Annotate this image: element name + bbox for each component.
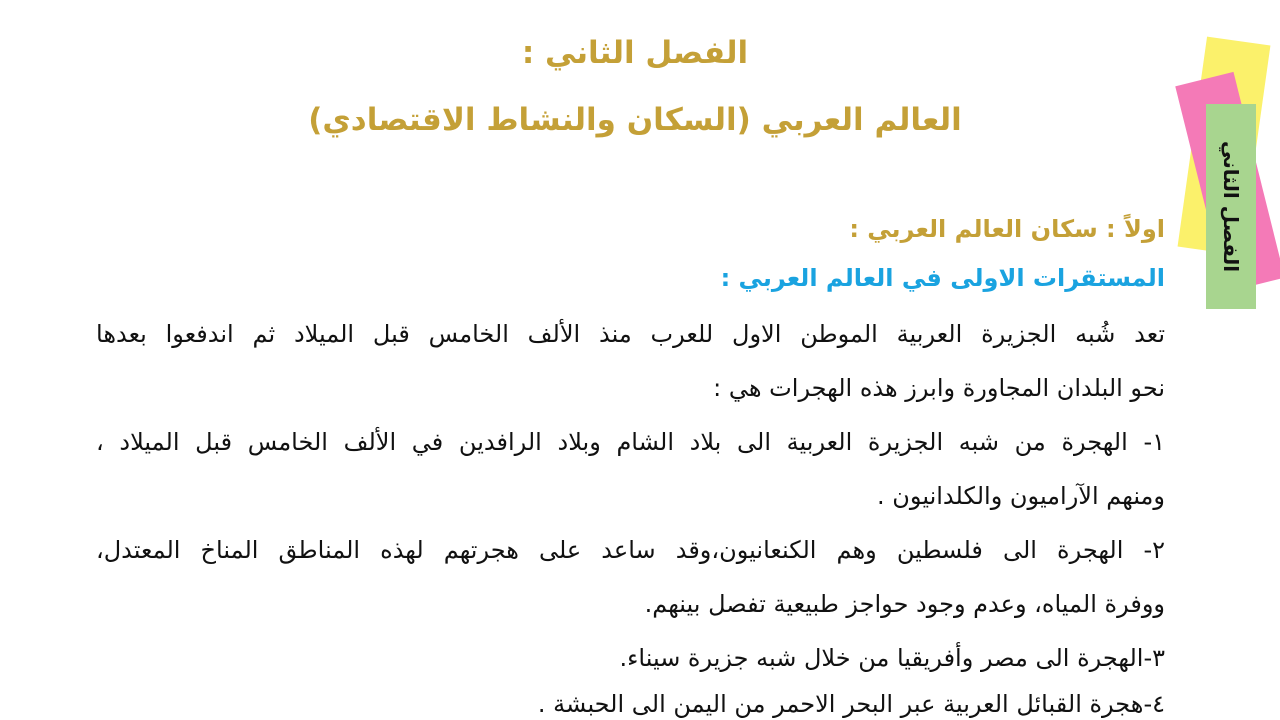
paragraph-line-2: نحو البلدان المجاورة وابرز هذه الهجرات هي : [713,374,1165,402]
chapter-subtitle: العالم العربي (السكان والنشاط الاقتصادي) [308,102,962,138]
side-tab-label: الفصل الثاني [1219,140,1243,273]
section-heading: اولاً : سكان العالم العربي : [849,215,1165,243]
list-item-1-line-2: ومنهم الآراميون والكلدانيون . [877,482,1165,510]
section-subheading: المستقرات الاولى في العالم العربي : [720,264,1165,292]
list-item-2-line-2: ووفرة المياه، وعدم وجود حواجز طبيعية تفصل بينهم. [644,590,1165,618]
list-item-3: ٣-الهجرة الى مصر وأفريقيا من خلال شبه جزيرة سيناء. [619,644,1165,672]
list-item-2-line-1: ٢- الهجرة الى فلسطين وهم الكنعانيون،وقد ساعد على هجرتهم لهذه المناطق المناخ المعتدل، [96,536,1165,564]
list-item-4: ٤-هجرة القبائل العربية عبر البحر الاحمر من اليمن الى الحبشة . [537,690,1165,718]
side-tab [1206,104,1256,309]
chapter-title: الفصل الثاني : [521,35,749,71]
paragraph-line-1: تعد شُبه الجزيرة العربية الموطن الاول للعرب منذ الألف الخامس قبل الميلاد ثم اندفعوا بعدها [96,320,1165,348]
list-item-1-line-1: ١- الهجرة من شبه الجزيرة العربية الى بلاد الشام وبلاد الرافدين في الألف الخامس قبل الميلاد ، [96,428,1165,456]
